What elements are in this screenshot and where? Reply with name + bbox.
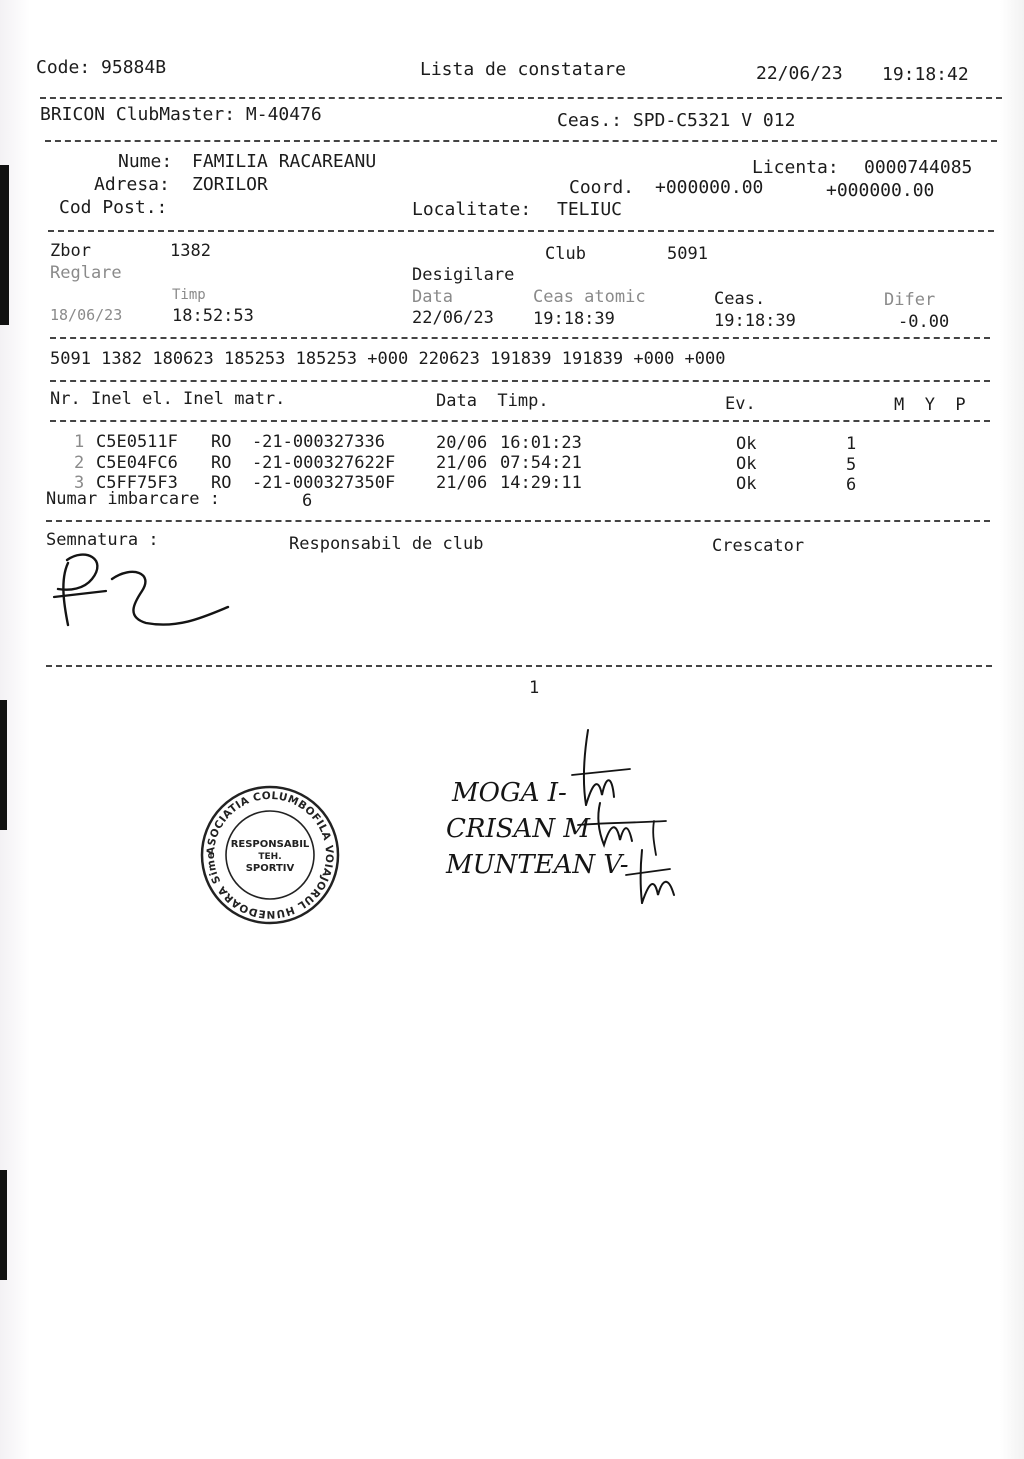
scan-edge-shadow — [0, 700, 7, 830]
stamp-ring-text: ASOCIATIA COLUMBOFILA VOIAJORUL HUNEDOARA Simeria Jud. Hunedoara — [191, 774, 336, 921]
divider — [48, 230, 994, 232]
column-header-rings: Nr. Inel el. Inel matr. — [50, 389, 286, 409]
desigilare-label: Desigilare — [412, 265, 515, 285]
coord-1: +000000.00 — [655, 177, 764, 198]
page-number: 1 — [529, 678, 540, 698]
electronic-ring: C5FF75F3 — [96, 473, 178, 493]
clock-time: 19:18:39 — [714, 311, 796, 331]
breeder-label: Crescator — [712, 536, 805, 556]
position: 5 — [846, 455, 857, 475]
difer-label: Difer — [884, 290, 936, 310]
code-text: Code: 95884B — [36, 57, 167, 78]
clubmaster-text: BRICON ClubMaster: M-40476 — [40, 104, 322, 125]
coord-2: +000000.00 — [826, 180, 935, 201]
handwritten-name: CRISAN M — [446, 814, 590, 844]
status: Ok — [736, 474, 757, 494]
handwritten-signatures — [570, 725, 680, 910]
scan-edge-shadow — [0, 1170, 7, 1280]
handwritten-name: MUNTEAN V- — [446, 850, 629, 880]
column-header-date-time: Data Timp. — [436, 391, 549, 411]
club-label: Club — [545, 244, 586, 264]
zbor-label: Zbor — [50, 241, 91, 261]
electronic-ring: C5E0511F — [96, 432, 178, 452]
divider — [50, 420, 990, 422]
club-stamp — [191, 774, 344, 927]
owner-address: ZORILOR — [192, 174, 268, 195]
divider — [46, 520, 990, 522]
atomic-time: 19:18:39 — [533, 309, 615, 329]
boarding-count: 6 — [302, 491, 313, 511]
status: Ok — [736, 454, 757, 474]
reglare-time: 18:52:53 — [172, 306, 254, 326]
divider — [50, 380, 990, 382]
signature-scribble — [50, 545, 240, 635]
arrival-time: 16:01:23 — [500, 433, 582, 453]
arrival-time: 14:29:11 — [500, 473, 582, 493]
electronic-ring: C5E04FC6 — [96, 453, 178, 473]
header-date: 22/06/23 — [756, 63, 843, 84]
arrival-date: 21/06 — [436, 453, 488, 473]
license-label: Licenta: — [752, 157, 839, 178]
locality-value: TELIUC — [557, 199, 623, 220]
ceas-label: Ceas. — [714, 289, 766, 309]
address-label: Adresa: — [94, 174, 170, 195]
atomic-clock-label: Ceas atomic — [533, 287, 646, 307]
time-difference: -0.00 — [898, 312, 950, 332]
owner-name: FAMILIA RACAREANU — [192, 151, 377, 172]
stamp-center-line: SPORTIV — [245, 863, 295, 874]
document-title: Lista de constatare — [420, 59, 626, 80]
divider — [50, 337, 990, 339]
stamp-center-line: TEH. — [258, 852, 282, 862]
header-time: 19:18:42 — [882, 64, 969, 85]
row-number: 3 — [74, 473, 85, 493]
club-responsible-label: Responsabil de club — [289, 534, 484, 554]
handwritten-name: MOGA I- — [452, 778, 567, 808]
coord-label: Coord. — [569, 177, 635, 198]
signature-label: Semnatura : — [46, 530, 159, 550]
divider — [46, 665, 992, 667]
boarding-label: Numar imbarcare : — [46, 489, 220, 509]
locality-label: Localitate: — [412, 199, 532, 220]
desigilare-date: 22/06/23 — [412, 308, 494, 328]
scan-edge-shadow — [0, 165, 9, 325]
ring-number: RO -21-000327622F — [211, 453, 396, 473]
row-number: 2 — [74, 453, 85, 473]
arrival-date: 21/06 — [436, 473, 488, 493]
arrival-time: 07:54:21 — [500, 453, 582, 473]
timp-label: Timp — [172, 287, 206, 303]
postcode-label: Cod Post.: — [59, 197, 168, 218]
status: Ok — [736, 434, 757, 454]
stamp-center-line: RESPONSABIL — [230, 839, 310, 850]
reglare-label: Reglare — [50, 263, 122, 283]
data-label: Data — [412, 287, 453, 307]
reglare-date: 18/06/23 — [50, 306, 123, 324]
arrival-date: 20/06 — [436, 433, 488, 453]
zbor-value: 1382 — [170, 241, 211, 261]
encoded-data-line: 5091 1382 180623 185253 185253 +000 220623 191839 191839 +000 +000 — [50, 349, 726, 369]
club-value: 5091 — [667, 244, 708, 264]
row-number: 1 — [74, 432, 85, 452]
ring-number: RO -21-000327336 — [211, 432, 385, 452]
column-header-myp: M Y P — [894, 395, 966, 415]
position: 1 — [846, 434, 857, 454]
divider — [45, 140, 997, 142]
clock-id-text: Ceas.: SPD-C5321 V 012 — [557, 110, 796, 131]
column-header-ev: Ev. — [725, 394, 756, 414]
position: 6 — [846, 475, 857, 495]
name-label: Nume: — [118, 151, 173, 172]
license-number: 0000744085 — [864, 157, 973, 178]
ring-number: RO -21-000327350F — [211, 473, 396, 493]
divider — [40, 97, 1002, 99]
